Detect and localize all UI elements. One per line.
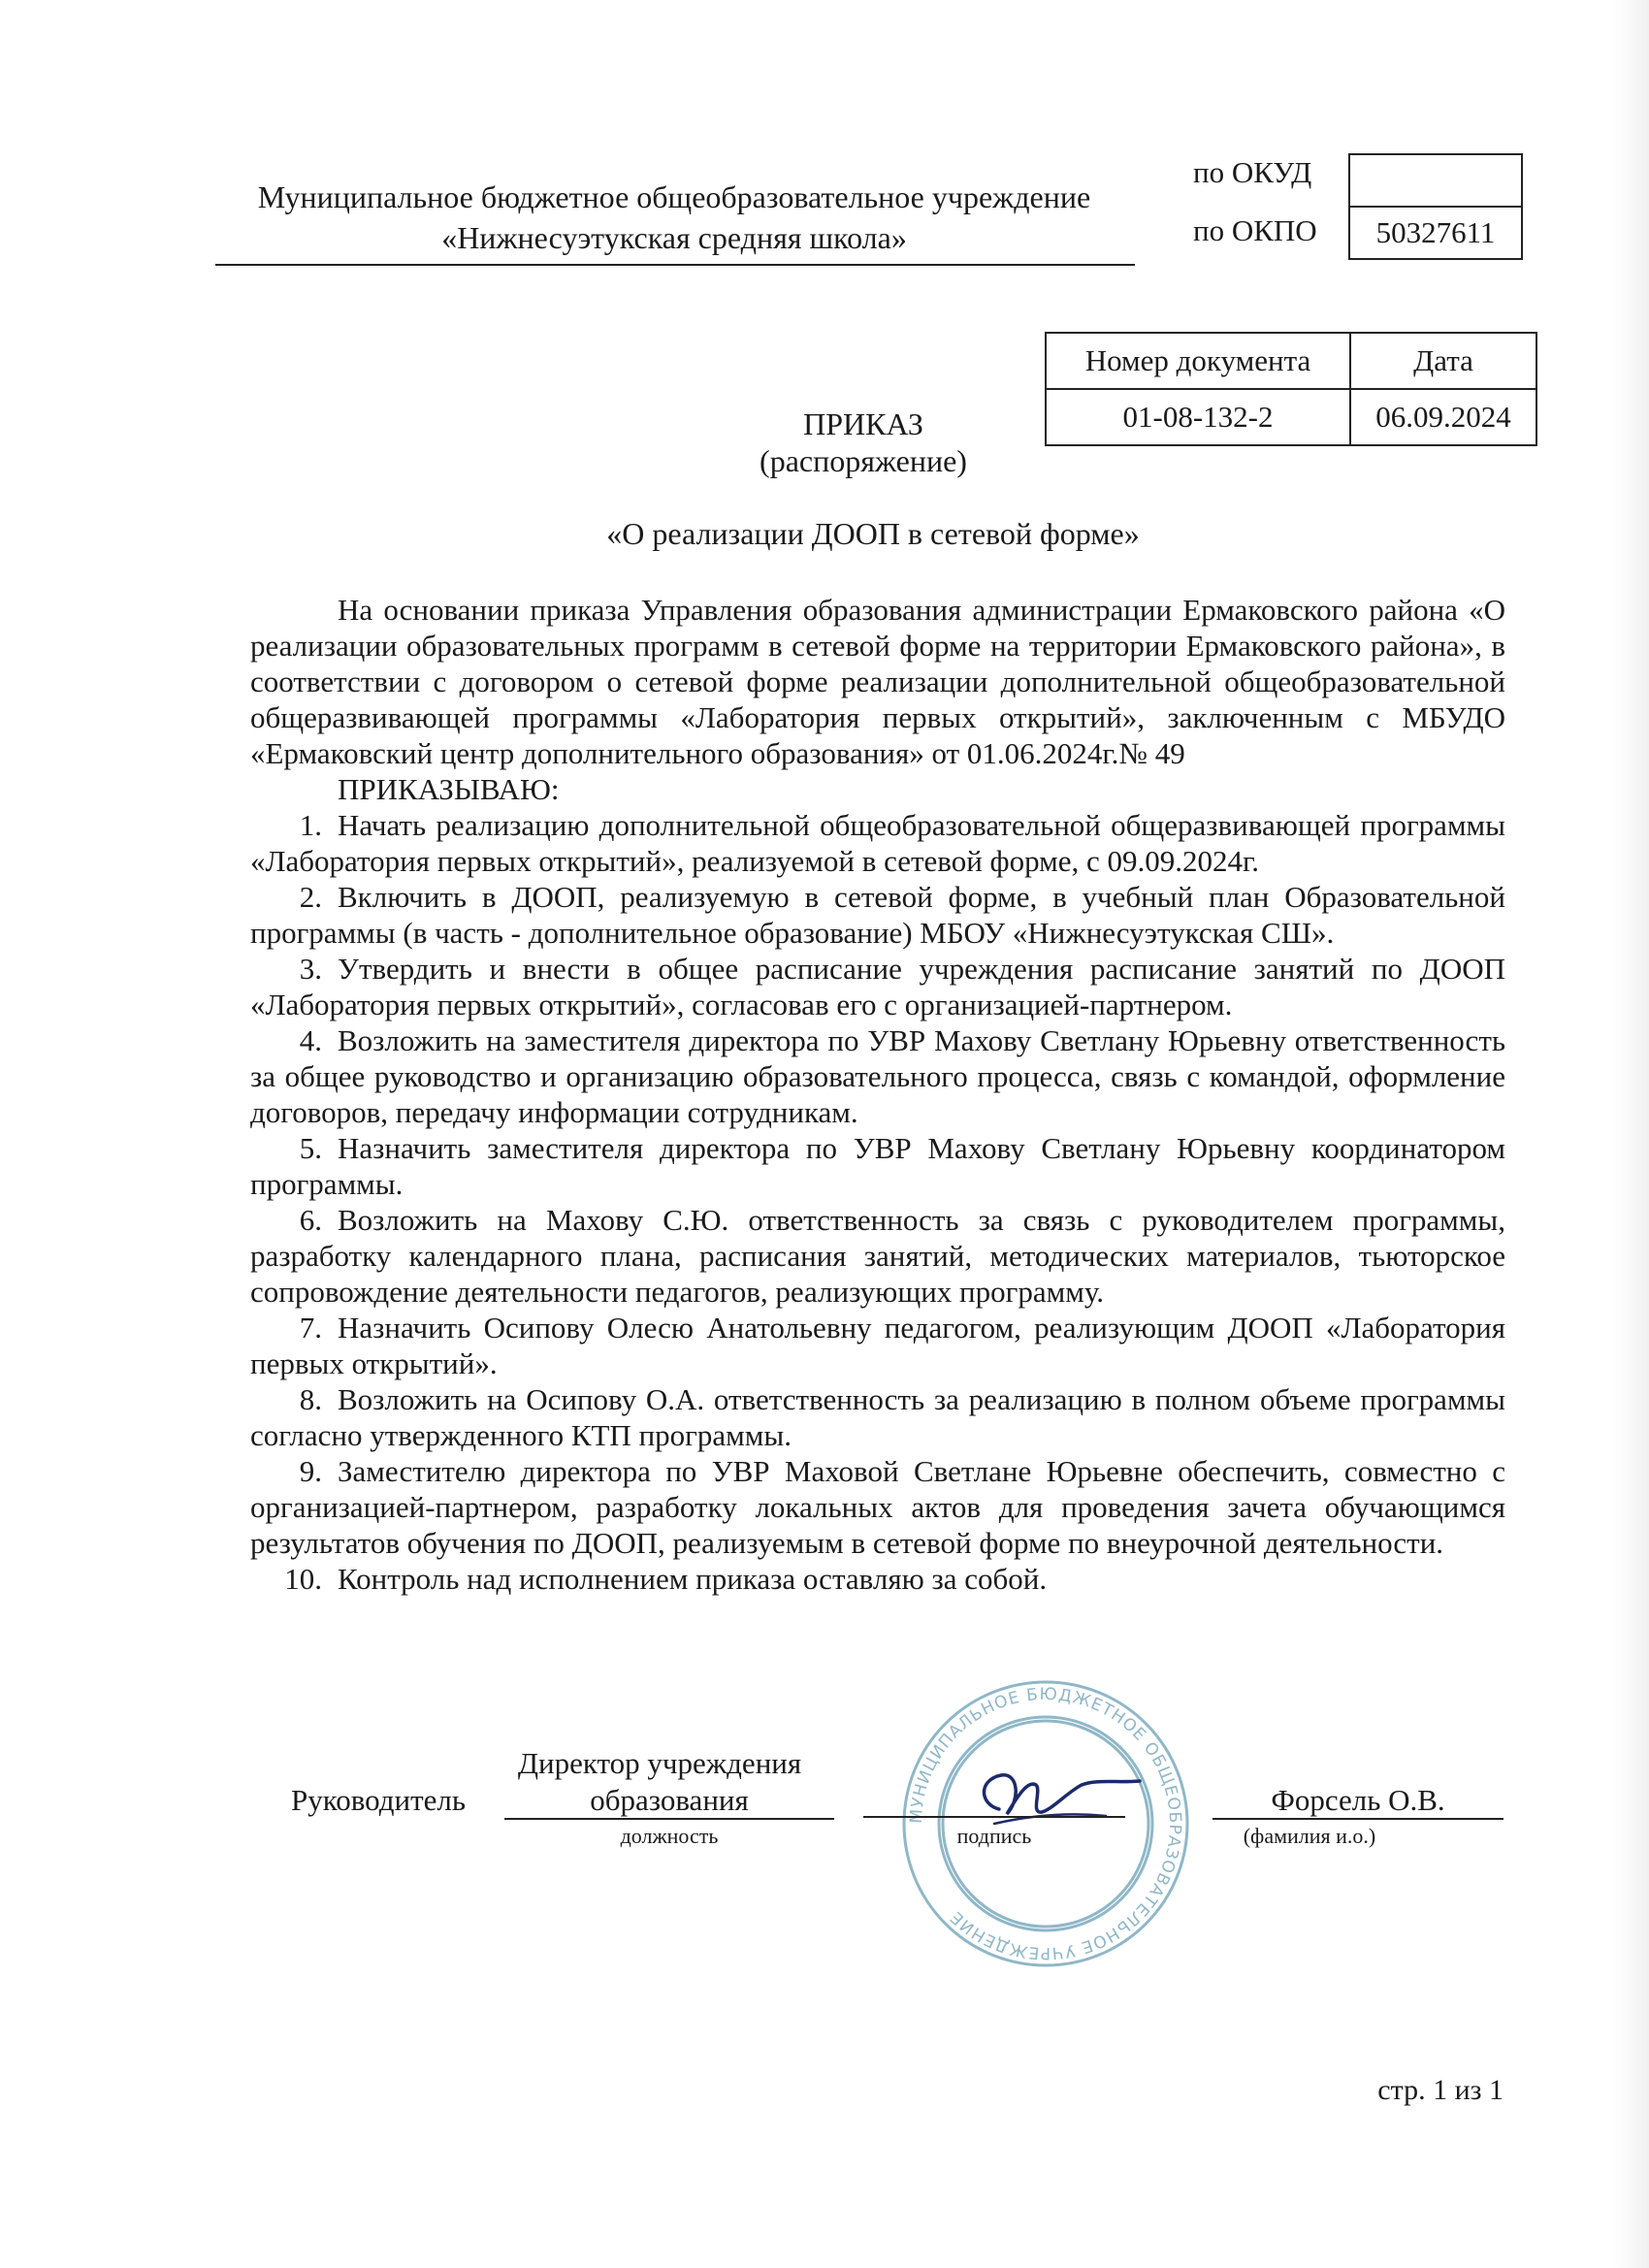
order-items-list [250, 807, 1505, 1597]
order-word: ПРИКАЗЫВАЮ: [338, 772, 560, 806]
order-item-text: Заместителю директора по УВР Маховой Светлане Юрьевне обеспечить, совместно с организацией-партнером, разработку локальных актов для проведения зачета обучающимся результатов обучения по ДООП, реализуемым в сетевой форме по внеурочной деятельности. [250, 1454, 1505, 1560]
order-item [250, 1202, 1505, 1310]
document-body [250, 592, 1505, 1597]
order-item [250, 1453, 1505, 1561]
order-item [250, 1381, 1505, 1453]
codes-table [1348, 153, 1523, 260]
order-item-number-text: 6. [299, 1203, 322, 1237]
order-item-number [250, 1310, 338, 1345]
order-item-number-text: 10. [284, 1562, 322, 1596]
order-item-text: Назначить Осипову Олесю Анатольевну педагогом, реализующим ДООП «Лаборатория первых открытий». [250, 1311, 1505, 1380]
doc-number-value: 01-08-132-2 [1046, 389, 1350, 445]
order-item-number-text: 8. [299, 1382, 322, 1416]
order-item [250, 1310, 1505, 1381]
okud-value [1349, 154, 1522, 207]
organization-line-1: Муниципальное бюджетное общеобразовательное учреждение [257, 179, 1091, 214]
signature-head-label: Руководитель [291, 1783, 467, 1817]
order-item [250, 807, 1505, 879]
order-item-text: Контроль над исполнением приказа оставляю за собой. [338, 1562, 1048, 1596]
doc-date-header: Дата [1350, 333, 1536, 389]
order-item-text: Возложить на заместителя директора по УВР Махову Светлану Юрьевну ответственность за общее руководство и организацию образовательного процесса, связь с командой, оформление договоров, передачу информации сотрудникам. [250, 1023, 1505, 1129]
order-item [250, 879, 1505, 951]
signature-caption: подпись [956, 1824, 1032, 1848]
order-item-number [250, 1453, 338, 1489]
order-item-text: Назначить заместителя директора по УВР Махову Светлану Юрьевну координатором программы. [250, 1131, 1505, 1201]
order-item-number [250, 879, 338, 915]
signature-position-line-1: Директор учреждения [517, 1746, 802, 1780]
order-item [250, 951, 1505, 1022]
preamble: На основании приказа Управления образования администрации Ермаковского района «О реализации образовательных программ в сетевой форме на территории Ермаковского района», в соответствии с договором о сетевой форме реализации дополнительной общеобразовательной общеразвивающей программы «Лаборатория первых открытий», заключенным с МБУДО «Ермаковский центр дополнительного образования» от 01.06.2024г.№ 49 [250, 593, 1505, 770]
order-item [250, 1561, 1505, 1597]
document-title-line-2: (распоряжение) [760, 443, 967, 478]
signature-position-line-2: образования [504, 1783, 834, 1820]
order-item-number [250, 807, 338, 843]
order-item [250, 1130, 1505, 1202]
okpo-value: 50327611 [1349, 207, 1522, 259]
okud-label: по ОКУД [1193, 155, 1312, 189]
order-item-text: Возложить на Осипову О.А. ответственность за реализацию в полном объеме программы согласно утвержденного КТП программы. [250, 1382, 1505, 1452]
signature-line [863, 1816, 1125, 1818]
order-item-text: Возложить на Махову С.Ю. ответственность за связь с руководителем программы, разработку календарного плана, расписания занятий, методических материалов, тьюторское сопровождение деятельности педагогов, реализующих программу. [250, 1203, 1505, 1309]
order-item-number-text: 7. [299, 1311, 322, 1345]
order-item-text: Утвердить и внести в общее расписание учреждения расписание занятий по ДООП «Лаборатория первых открытий», согласовав его с организацией-партнером. [250, 952, 1505, 1021]
order-item-text: Включить в ДООП, реализуемую в сетевой форме, в учебный план Образовательной программы (в часть - дополнительное образование) МБОУ «Нижнесуэтукская СШ». [250, 880, 1505, 950]
stamp-outer-text: МУНИЦИПАЛЬНОЕ БЮДЖЕТНОЕ ОБЩЕОБРАЗОВАТЕЛЬНОЕ УЧРЕЖДЕНИЕ [906, 1684, 1185, 1963]
doc-date-value: 06.09.2024 [1350, 389, 1536, 445]
scan-edge-shadow [1614, 0, 1649, 2268]
order-item-number [250, 1130, 338, 1166]
order-item-text: Начать реализацию дополнительной общеобразовательной общеразвивающей программы «Лаборатория первых открытий», реализуемой в сетевой форме, с 09.09.2024г. [250, 808, 1505, 878]
order-item-number [250, 1022, 338, 1058]
order-item-number-text: 9. [299, 1454, 322, 1488]
document-title [640, 405, 1086, 479]
page-number: стр. 1 из 1 [1377, 2074, 1504, 2106]
order-item-number [250, 1381, 338, 1417]
order-item-number [250, 1202, 338, 1238]
order-item-number-text: 2. [299, 880, 322, 914]
order-item-number-text: 3. [299, 952, 322, 986]
doc-number-header: Номер документа [1046, 333, 1350, 389]
order-item-number-text: 5. [299, 1131, 322, 1165]
document-subject: «О реализации ДООП в сетевой форме» [606, 516, 1140, 551]
document-number-table [1045, 332, 1537, 446]
organization-line-2: «Нижнесуэтукская средняя школа» [441, 220, 907, 255]
organization-name [213, 177, 1135, 258]
order-item-number-text: 1. [299, 808, 322, 842]
order-item-number-text: 4. [299, 1023, 322, 1057]
signature-position-caption: должность [620, 1824, 719, 1848]
okpo-label: по ОКПО [1193, 213, 1317, 247]
signatory-name-caption: (фамилия и.о.) [1243, 1824, 1376, 1848]
organization-underline [215, 264, 1135, 266]
order-item-number [250, 951, 338, 987]
order-item [250, 1022, 1505, 1130]
signatory-name: Форсель О.В. [1212, 1783, 1504, 1820]
order-item-number [250, 1561, 338, 1597]
document-title-line-1: ПРИКАЗ [803, 406, 923, 441]
